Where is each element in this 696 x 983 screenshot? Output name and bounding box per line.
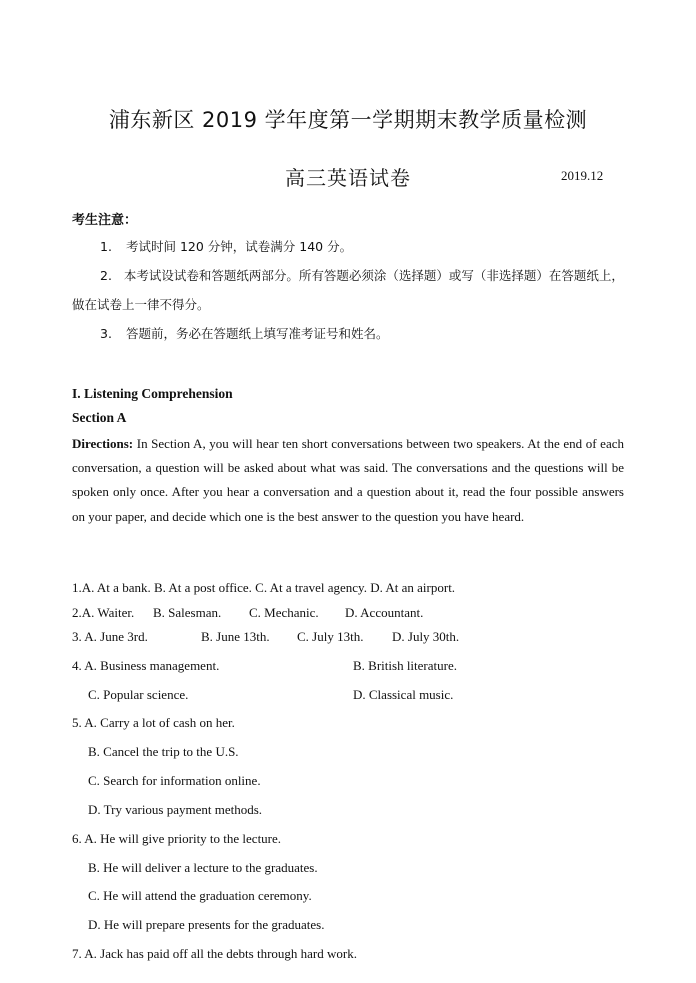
section-title: Section A <box>72 410 127 425</box>
question-2-option-d: D. Accountant. <box>345 605 424 620</box>
exam-date: 2019.12 <box>561 168 604 183</box>
question-2-option-c: C. Mechanic. <box>249 605 319 620</box>
notice-item-text: 考试时间 120 分钟，试卷满分 140 分。 <box>126 239 353 254</box>
notice-item-text: 本考试设试卷和答题纸两部分。所有答题必须涂（选择题）或写（非选择题）在答题纸上，做在试卷上一律不得分。 <box>72 268 624 312</box>
notice-item <box>72 261 624 319</box>
question-4-option-b: B. British literature. <box>353 658 457 673</box>
question-6-option-a: 6. A. He will give priority to the lecture. <box>72 831 282 846</box>
directions-paragraph <box>72 432 624 529</box>
notice-item-number: 3. <box>100 326 112 341</box>
question-6-option-b: B. He will deliver a lecture to the graduates. <box>88 860 318 875</box>
notice-item-text: 答题前，务必在答题纸上填写准考证号和姓名。 <box>126 326 389 341</box>
question-2-option-a: 2.A. Waiter. <box>72 605 135 620</box>
question-3-option-a: 3. A. June 3rd. <box>72 629 148 644</box>
question-7-option-a: 7. A. Jack has paid off all the debts through hard work. <box>72 946 357 961</box>
exam-subtitle: 高三英语试卷 <box>285 166 411 190</box>
notice-item <box>72 319 624 348</box>
part-title: I. Listening Comprehension <box>72 386 233 401</box>
exam-title: 浦东新区 2019 学年度第一学期期末教学质量检测 <box>108 108 588 132</box>
question-1: 1.A. At a bank. B. At a post office. C. At a travel agency. D. At an airport. <box>72 580 456 595</box>
question-5-option-c: C. Search for information online. <box>88 773 261 788</box>
directions-label: Directions: <box>72 436 134 451</box>
notice-item-number: 2. <box>100 268 112 283</box>
notice-heading: 考生注意： <box>72 213 138 228</box>
question-2-option-b: B. Salesman. <box>153 605 222 620</box>
directions-text: In Section A, you will hear ten short conversations between two speakers. At the end of each conversation, a question will be asked about what was said. The conversations and the questions will be spoken only once. After you hear a conversation and a question about it, read the four possible answers on your paper, and decide which one is the best answer to the question you have heard. <box>72 436 624 524</box>
question-3-option-c: C. July 13th. <box>297 629 364 644</box>
notice-item <box>72 232 624 261</box>
question-6-option-c: C. He will attend the graduation ceremony. <box>88 888 312 903</box>
question-5-option-a: 5. A. Carry a lot of cash on her. <box>72 715 235 730</box>
question-6-option-d: D. He will prepare presents for the graduates. <box>88 917 325 932</box>
question-5-option-b: B. Cancel the trip to the U.S. <box>88 744 239 759</box>
question-4-option-d: D. Classical music. <box>353 687 454 702</box>
question-3-option-b: B. June 13th. <box>201 629 270 644</box>
question-3-option-d: D. July 30th. <box>392 629 460 644</box>
question-4-option-a: 4. A. Business management. <box>72 658 220 673</box>
question-4-option-c: C. Popular science. <box>88 687 189 702</box>
notice-item-number: 1. <box>100 239 112 254</box>
question-5-option-d: D. Try various payment methods. <box>88 802 263 817</box>
